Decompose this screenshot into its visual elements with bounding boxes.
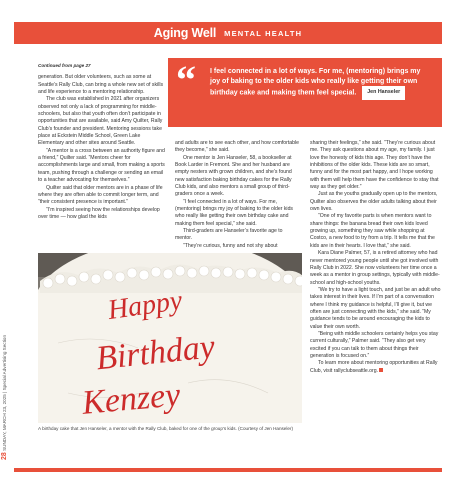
cake-photo bbox=[38, 253, 302, 423]
paragraph: “A mentor is a cross between an authority figure and a friend,” Quilter said. “Mentors cheer for accomplishments large and small, from making a sports team, pushing through a challenge or sending an email to a teacher advocating for themselves.” bbox=[38, 147, 165, 184]
paragraph: Third-graders are Hanseler’s favorite age to mentor. bbox=[175, 228, 283, 242]
folio-meta: SUNDAY, MARCH 23, 2025 | Special Advertising Section bbox=[2, 335, 7, 451]
paragraph: and adults are to see each other, and how comfortable they become,” she said. bbox=[175, 140, 300, 154]
section-header bbox=[14, 22, 442, 44]
article-column-1 bbox=[38, 62, 166, 221]
paragraph: The club was established in 2021 after organizers observed not only a lack of programming for middle-schoolers, but also that youth often don’t participate in opportunities that are available, said Amy Quilter, Rally Club’s founder and president. Mentoring sessions take place at Eckstein Middle School, Green Lake Elementary and other sites around Seattle. bbox=[38, 96, 163, 147]
paragraph: Just as the youths gradually open up to the mentors, Quilter also observes the older adults talking about their own lives. bbox=[310, 191, 438, 213]
brand-title: Aging Well bbox=[153, 26, 217, 40]
footer-rule bbox=[14, 468, 442, 472]
paragraph: To learn more about mentoring opportunities at Rally Club, visit rallyclubseattle.org. bbox=[310, 360, 438, 374]
paragraph: sharing their feelings,” she said. “They’re curious about me. They ask questions about my age, my family. I just love the honesty of kids this age. They don’t have the inhibitions of the older kids. These kids are so smart, funny and for the most part happy, and I hope working with them will help them have the confidence to stay that way as they get older.” bbox=[310, 140, 439, 191]
pull-quote bbox=[168, 58, 442, 127]
pull-quote-text: I feel connected in a lot of ways. For me, (mentoring) brings my joy of baking to the older kids who really like getting their own birthday cake and making them feel special. bbox=[210, 68, 421, 97]
article-column-2 bbox=[175, 140, 301, 250]
section-label: MENTAL HEALTH bbox=[224, 28, 303, 38]
paragraph: “One of my favorite parts is when mentors want to share things: the banana bread their own kids loved growing up, something they saw while shopping at Costco, a new food to try from a trip. It tells me that the kids are in their hearts. I love that,” she said. bbox=[310, 213, 435, 249]
birthday-cake-image bbox=[38, 253, 302, 423]
page-number: 28 bbox=[1, 452, 8, 460]
paragraph: Quilter said that older mentors are in a phase of life where they are often able to commit longer term, and “their consistent presence is important.” bbox=[38, 184, 163, 206]
pull-quote-attribution: Jen Hanseler bbox=[362, 86, 405, 100]
quote-mark-icon: “ bbox=[176, 57, 196, 102]
cake-text-line-2: Birthday bbox=[94, 328, 217, 378]
paragraph: Kara Diane Palmer, 57, is a retired attorney who had never mentored young people until she got involved with Rally Club in 2022. She now volunteers her time once a week as a mentor in group settings, typically with middle-school and high-school youths. bbox=[310, 250, 440, 286]
paragraph: “I’m inspired seeing how the relationships develop over time — how glad the kids bbox=[38, 206, 160, 220]
article-column-3 bbox=[310, 140, 442, 375]
paragraph: “Being with middle schoolers certainly helps you stay current culturally,” Palmer said. “They also get very excited if you can talk to them about things their generation is focused on.” bbox=[310, 330, 439, 359]
cake-text-line-3: Kenzey bbox=[80, 376, 182, 422]
end-mark-icon bbox=[379, 368, 383, 372]
continued-note: Continued from page 27 bbox=[38, 63, 91, 68]
paragraph: generation. But older volunteers, such as some at Seattle’s Rally Club, can bring a whole new set of skills and life experience to a mentoring relationship. bbox=[38, 74, 164, 96]
paragraph: “I feel connected in a lot of ways. For me, (mentoring) brings my joy of baking to the older kids who really like getting their own birthday cake and making them feel special,” she said. bbox=[175, 198, 294, 227]
cake-text-line-1: Happy bbox=[105, 284, 185, 327]
paragraph: “They’re curious, funny and not shy about bbox=[183, 242, 278, 249]
paragraph: One mentor is Jen Hanseler, 58, a bookseller at Book Larder in Fremont. She and her husband are empty nesters with grown children, and she’s found new satisfaction baking birthday cakes for the Rally Club kids, and also mentors a small group of third-graders once a week. bbox=[175, 154, 292, 198]
side-folio bbox=[1, 300, 13, 460]
photo-caption: A birthday cake that Jen Hanseler, a mentor with the Rally Club, baked for one of the group’s kids. (Courtesy of Jen Hanseler) bbox=[38, 426, 294, 431]
paragraph: “We try to have a light touch, and just be an adult who takes interest in their lives. If I’m part of a conversation where I think my guidance is helpful, I’ll give it, but we often are just connecting with the kids,” she said. “My guidance tends to be around encouraging the kids to value their own worth. bbox=[310, 286, 441, 330]
